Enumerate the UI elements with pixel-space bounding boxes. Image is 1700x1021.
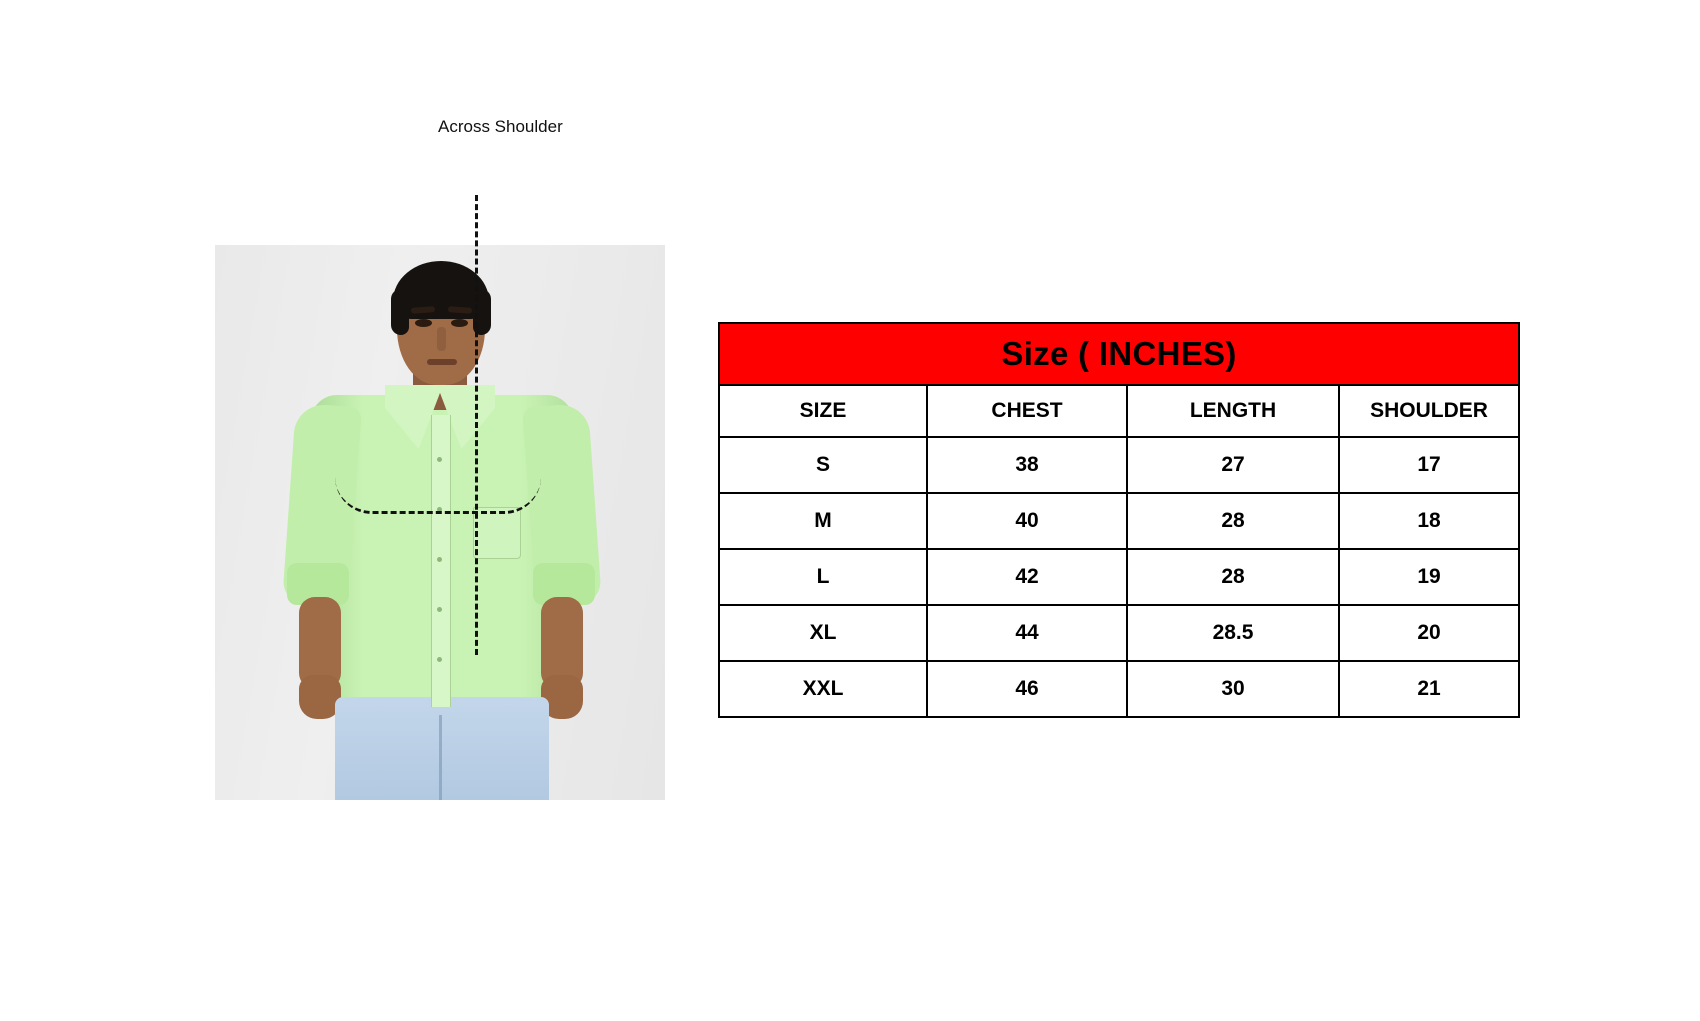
cell-size: L	[719, 549, 927, 605]
table-row	[719, 493, 1519, 549]
cell-chest: 38	[927, 437, 1127, 493]
shirt-button-icon	[437, 607, 442, 612]
column-header-size: SIZE	[719, 385, 927, 437]
cell-shoulder: 18	[1339, 493, 1519, 549]
mouth	[427, 359, 457, 365]
cell-size: XXL	[719, 661, 927, 717]
cell-length: 28	[1127, 493, 1339, 549]
table-row	[719, 605, 1519, 661]
cell-chest: 42	[927, 549, 1127, 605]
shirt-button-icon	[437, 657, 442, 662]
table-row	[719, 437, 1519, 493]
size-chart-table	[718, 322, 1520, 718]
nose	[437, 327, 446, 351]
cell-length: 30	[1127, 661, 1339, 717]
table-row	[719, 549, 1519, 605]
model-hair-side-left	[391, 289, 409, 335]
product-photo	[215, 245, 665, 800]
size-chart-title: Size ( INCHES)	[719, 323, 1519, 385]
column-header-length: LENGTH	[1127, 385, 1339, 437]
cell-chest: 46	[927, 661, 1127, 717]
column-header-shoulder: SHOULDER	[1339, 385, 1519, 437]
product-photo-panel	[215, 117, 665, 800]
column-header-chest: CHEST	[927, 385, 1127, 437]
eye-left	[415, 319, 432, 327]
cell-chest: 44	[927, 605, 1127, 661]
jeans	[335, 697, 549, 800]
cell-shoulder: 21	[1339, 661, 1519, 717]
chest-measurement-guide	[335, 477, 541, 514]
cell-shoulder: 17	[1339, 437, 1519, 493]
cell-length: 28	[1127, 549, 1339, 605]
table-title-row	[719, 323, 1519, 385]
jeans-seam	[439, 715, 442, 800]
across-shoulder-label: Across Shoulder	[438, 117, 563, 136]
size-chart-container	[718, 322, 1518, 718]
cell-length: 28.5	[1127, 605, 1339, 661]
cell-length: 27	[1127, 437, 1339, 493]
shirt-button-icon	[437, 457, 442, 462]
shirt-pocket	[473, 507, 521, 559]
cell-size: S	[719, 437, 927, 493]
table-row	[719, 661, 1519, 717]
cell-shoulder: 20	[1339, 605, 1519, 661]
cell-size: XL	[719, 605, 927, 661]
cell-chest: 40	[927, 493, 1127, 549]
table-header-row	[719, 385, 1519, 437]
eye-right	[451, 319, 468, 327]
shirt-button-icon	[437, 557, 442, 562]
shoulder-measurement-guide	[438, 117, 563, 655]
cell-shoulder: 19	[1339, 549, 1519, 605]
cell-size: M	[719, 493, 927, 549]
